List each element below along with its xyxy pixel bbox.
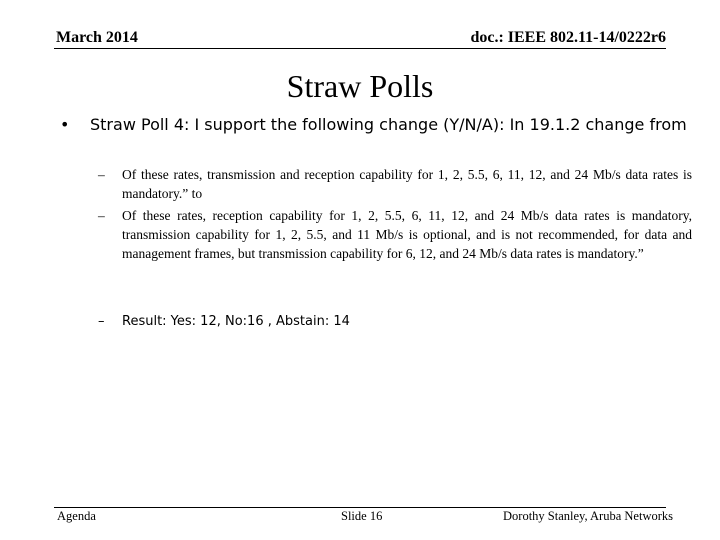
result-item: [98, 312, 692, 331]
footer-author: Dorothy Stanley, Aruba Networks: [503, 509, 673, 523]
slide-title: Straw Polls: [286, 68, 434, 104]
sub-item: [98, 165, 692, 203]
dash-marker: –: [98, 167, 105, 182]
footer-slide-number: Slide 16: [341, 509, 383, 523]
sub-item-text: Of these rates, transmission and reception capability for 1, 2, 5.5, 6, 11, 12, and 24 Mb/s data rates is mandatory.” to: [122, 167, 692, 201]
footer-divider: [54, 507, 666, 508]
dash-marker: –: [98, 314, 105, 329]
dash-marker: –: [98, 208, 105, 223]
bullet-marker: •: [60, 115, 70, 134]
header-doc-id: doc.: IEEE 802.11-14/0222r6: [470, 29, 666, 46]
result-text: Result: Yes: 12, No:16 , Abstain: 14: [122, 314, 350, 329]
sub-item: [98, 206, 692, 263]
bullet-text: Straw Poll 4: I support the following change (Y/N/A): In 19.1.2 change from: [90, 115, 687, 134]
bullet-item: [60, 113, 692, 136]
header-date: March 2014: [56, 29, 138, 46]
header-divider: [54, 48, 666, 49]
sub-item-text: Of these rates, reception capability for 1, 2, 5.5, 6, 11, 12, and 24 Mb/s data rates is mandatory, transmission capability for 1, 2, 5.5, and 11 Mb/s is optional, and is not recommended, for data and management frames, but transmission capability for 6, 12, and 24 Mb/s data rates is mandatory.”: [122, 208, 692, 261]
footer-agenda: Agenda: [57, 509, 96, 523]
